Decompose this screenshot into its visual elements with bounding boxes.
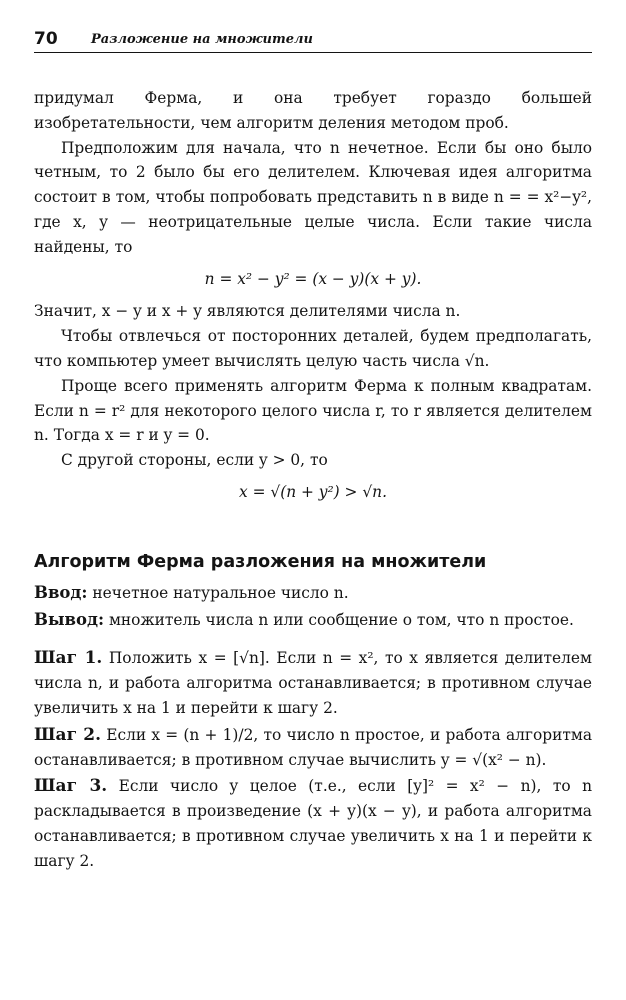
input-text: нечетное натуральное число n. [92, 583, 349, 602]
page-header [34, 28, 592, 53]
algorithm-input [34, 581, 592, 606]
step-1-label: Шаг 1. [34, 648, 103, 669]
step-3-text: Если число y целое (т.е., если [y]² = x² − n), то n раскладывается в произведение (x + y)(x − y), и работа алгоритма останавливается; в противном случае увеличить x на 1 и перейти к шагу 2. [34, 777, 592, 870]
output-label: Вывод: [34, 609, 105, 629]
paragraph-1: придумал Ферма, и она требует гораздо большей изобретательности, чем алгоритм деления методом проб. [34, 89, 592, 132]
equation-difference-of-squares: n = x² − y² = (x − y)(x + y). [204, 269, 422, 288]
output-text: множитель числа n или сообщение о том, что n простое. [108, 610, 574, 629]
page-body [34, 86, 592, 874]
equation-x-root: x = √(n + y²) > √n. [239, 482, 387, 501]
algorithm-title: Алгоритм Ферма разложения на множители [34, 551, 487, 572]
paragraph-4: Чтобы отвлечься от посторонних деталей, будем предполагать, что компьютер умеет вычислять целую часть числа √n. [34, 327, 592, 370]
paragraph-6: С другой стороны, если y > 0, то [61, 451, 328, 470]
paragraph-5: Проще всего применять алгоритм Ферма к полным квадратам. Если n = r² для некоторого целого числа r, то r является делителем n. Тогда x = r и y = 0. [34, 376, 592, 445]
running-head: Разложение на множители [91, 32, 314, 47]
algorithm-step-1 [34, 646, 592, 720]
paragraph-2: Предположим для начала, что n нечетное. Если бы оно было четным, то 2 было бы его делителем. Ключевая идея алгоритма состоит в том, чтобы попробовать представить n в виде n = = x²−y², где x, y — неотрицательные целые числа. Если такие числа найдены, то [34, 138, 592, 256]
step-2-label: Шаг 2. [34, 724, 101, 745]
step-3-label: Шаг 3. [34, 776, 108, 797]
step-1-text: Положить x = [√n]. Если n = x², то x является делителем числа n, и работа алгоритма останавливается; в противном случае увеличить x на 1 и перейти к шагу 2. [34, 649, 592, 717]
paragraph-3: Значит, x − y и x + y являются делителями числа n. [34, 302, 461, 321]
input-label: Ввод: [34, 582, 88, 602]
algorithm-step-2 [34, 723, 592, 773]
algorithm-step-3 [34, 774, 592, 873]
page-number: 70 [34, 29, 58, 49]
step-2-text: Если x = (n + 1)/2, то число n простое, и работа алгоритма останавливается; в противном случае вычислить y = √(x² − n). [34, 725, 593, 769]
algorithm-output [34, 608, 592, 633]
